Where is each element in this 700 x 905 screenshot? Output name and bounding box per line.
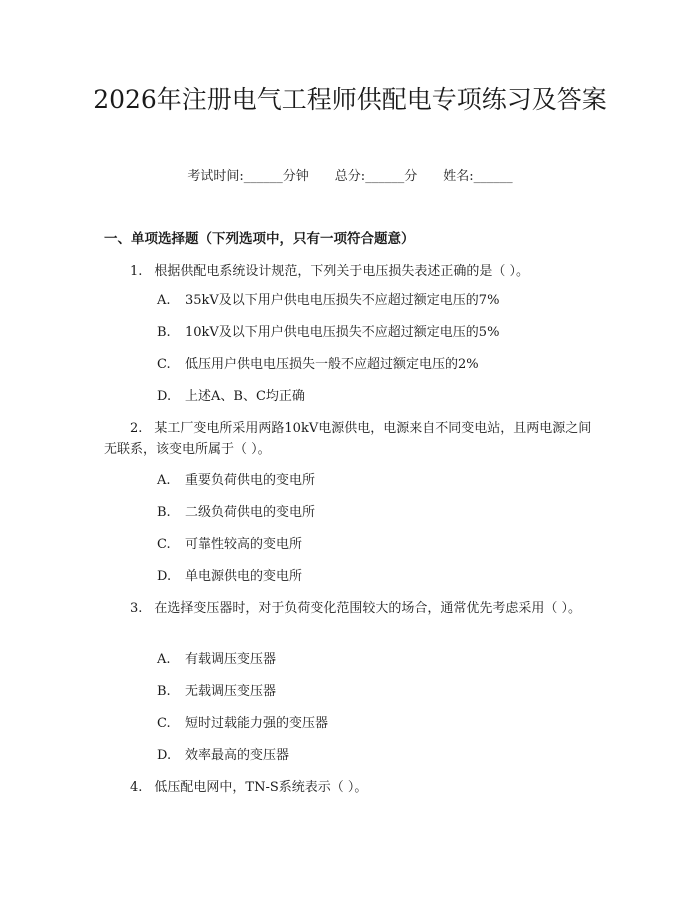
option-3a <box>157 651 276 669</box>
option-letter: D. <box>157 748 172 763</box>
exam-time-unit: 分钟 <box>282 169 309 184</box>
question-number: 2. <box>130 421 143 436</box>
option-letter: A. <box>157 473 171 488</box>
option-2a <box>157 472 315 490</box>
option-text: 重要负荷供电的变电所 <box>185 473 316 488</box>
question-number: 1. <box>130 264 143 279</box>
option-letter: D. <box>157 389 172 404</box>
total-score-label: 总分: <box>334 169 366 184</box>
option-text: 低压用户供电电压损失一般不应超过额定电压的2% <box>185 357 479 372</box>
option-text: 单电源供电的变电所 <box>185 569 303 584</box>
option-letter: C. <box>157 716 171 731</box>
exam-info-line <box>0 168 700 186</box>
option-text: 可靠性较高的变电所 <box>185 537 303 552</box>
document-title: 2026年注册电气工程师供配电专项练习及答案 <box>93 85 607 114</box>
option-letter: C. <box>157 537 171 552</box>
option-2b <box>157 504 315 522</box>
option-3d <box>157 747 289 765</box>
option-text: 效率最高的变压器 <box>185 748 290 763</box>
question-1 <box>104 261 592 282</box>
option-1a <box>157 292 499 310</box>
question-3 <box>104 598 592 619</box>
total-score-unit: 分 <box>404 169 418 184</box>
option-3c <box>157 715 328 733</box>
exam-time-label: 考试时间: <box>187 169 244 184</box>
question-text: 某工厂变电所采用两路10kV电源供电，电源来自不同变电站，且两电源之间无联系，该变电所属于（ ）。 <box>104 421 592 457</box>
option-text: 无载调压变压器 <box>185 684 277 699</box>
option-2c <box>157 536 302 554</box>
option-text: 短时过载能力强的变压器 <box>185 716 329 731</box>
section-heading: 一、单项选择题（下列选项中，只有一项符合题意） <box>104 231 415 247</box>
option-letter: B. <box>157 505 171 520</box>
option-letter: A. <box>157 652 171 667</box>
option-letter: B. <box>157 684 171 699</box>
question-text: 在选择变压器时，对于负荷变化范围较大的场合，通常优先考虑采用（ ）。 <box>154 601 582 616</box>
question-4 <box>104 777 592 798</box>
option-letter: B. <box>157 325 171 340</box>
option-2d <box>157 568 302 586</box>
option-text: 10kV及以下用户供电电压损失不应超过额定电压的5% <box>185 325 500 340</box>
option-letter: C. <box>157 357 171 372</box>
question-number: 3. <box>130 601 143 616</box>
option-1c <box>157 356 479 374</box>
exam-time-blank: ______ <box>243 169 283 184</box>
option-1b <box>157 324 499 342</box>
option-text: 上述A、B、C均正确 <box>185 389 305 404</box>
total-score-blank: ______ <box>365 169 405 184</box>
option-text: 有载调压变压器 <box>185 652 277 667</box>
option-letter: A. <box>157 293 171 308</box>
name-label: 姓名: <box>443 169 474 184</box>
option-1d <box>157 388 305 406</box>
question-text: 低压配电网中，TN-S系统表示（ ）。 <box>154 780 368 795</box>
question-number: 4. <box>130 780 143 795</box>
option-text: 35kV及以下用户供电电压损失不应超过额定电压的7% <box>185 293 500 308</box>
option-text: 二级负荷供电的变电所 <box>185 505 316 520</box>
option-letter: D. <box>157 569 172 584</box>
question-2 <box>104 418 592 460</box>
question-text: 根据供配电系统设计规范，下列关于电压损失表述正确的是（ ）。 <box>154 264 530 279</box>
option-3b <box>157 683 276 701</box>
name-blank: ______ <box>473 169 513 184</box>
